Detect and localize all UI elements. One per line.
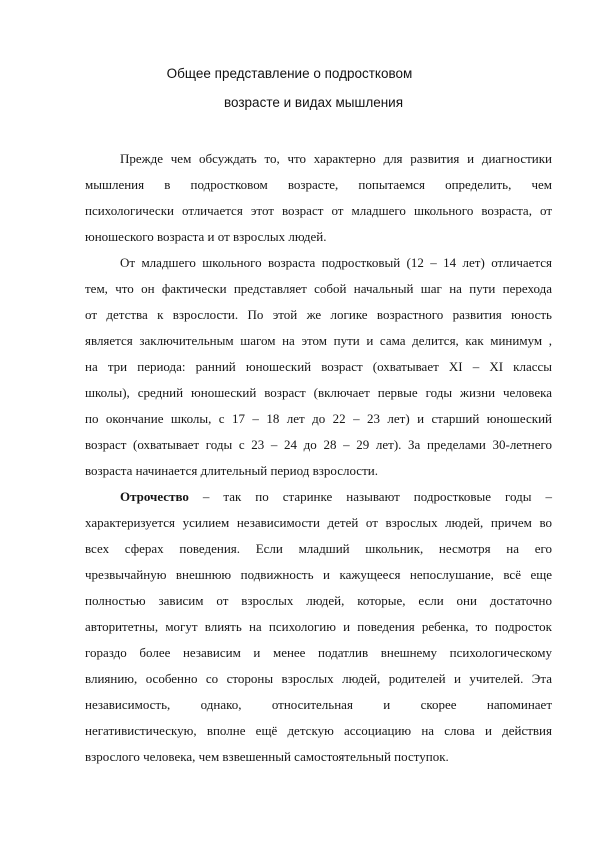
paragraph-2-line: на три периода: ранний юношеский возраст (охватывает XI – XI классы	[85, 359, 552, 374]
paragraph-3-first-line-rest: – так по старинке называют подростковые годы –	[188, 489, 552, 504]
paragraph-3-line: авторитетны, могут влиять на психологию и поведения ребенка, то подросток	[85, 619, 552, 634]
paragraph-3-line: чрезвычайную внешнюю подвижность и кажущееся непослушание, всё еще	[85, 567, 552, 582]
paragraph-2-line: возраст (охватывает годы с 23 – 24 до 28 – 29 лет). За пределами 30-летнего	[85, 437, 552, 452]
paragraph-3-line: взрослого человека, чем взвешенный самостоятельный поступок.	[85, 749, 449, 764]
paragraph-2-line: От младшего школьного возраста подростковый (12 – 14 лет) отличается	[120, 255, 552, 270]
paragraph-3-line: полностью зависим от взрослых людей, которые, если они достаточно	[85, 593, 552, 608]
term-otrochestvo: Отрочество	[120, 489, 189, 504]
paragraph-3-line: независимость, однако, относительная и скорее напоминает	[85, 697, 552, 712]
paragraph-2-line: школы), средний юношеский возраст (включает первые годы жизни человека	[85, 385, 552, 400]
paragraph-2-line: от детства к взрослости. По этой же логике возрастного развития юность	[85, 307, 552, 322]
paragraph-3-line: негативистическую, вполне ещё детскую ассоциацию на слова и действия	[85, 723, 552, 738]
paragraph-2-line: тем, что он фактически представляет собой начальный шаг на пути перехода	[85, 281, 552, 296]
paragraph-1-line: мышления в подростковом возрасте, попытаемся определить, чем	[85, 177, 552, 192]
paragraph-1-line: юношеского возраста и от взрослых людей.	[85, 229, 327, 244]
paragraph-3-line: гораздо более независим и менее податлив внешнему психологическому	[85, 645, 552, 660]
paragraph-3-line: характеризуется усилием независимости детей от взрослых людей, причем во	[85, 515, 552, 530]
paragraph-1-line: психологически отличается этот возраст от младшего школьного возраста, от	[85, 203, 552, 218]
paragraph-3-line: влиянию, особенно со стороны взрослых людей, родителей и учителей. Эта	[85, 671, 552, 686]
document-title-line-1: Общее представление о подростковом	[166, 66, 413, 81]
paragraph-2-line: по окончание школы, с 17 – 18 лет до 22 – 23 лет) и старший юношеский	[85, 411, 552, 426]
paragraph-2-line: является заключительным шагом на этом пути и сама делится, как минимум ,	[85, 333, 552, 348]
paragraph-3-line: всех сферах поведения. Если младший школьник, несмотря на его	[85, 541, 552, 556]
paragraph-1-line: Прежде чем обсуждать то, что характерно для развития и диагностики	[120, 151, 552, 166]
paragraph-2-line: возраста начинается длительный период взрослости.	[85, 463, 378, 478]
document-title-line-2: возрасте и видах мышления	[223, 95, 404, 110]
paragraph-3-first-line	[120, 488, 552, 506]
